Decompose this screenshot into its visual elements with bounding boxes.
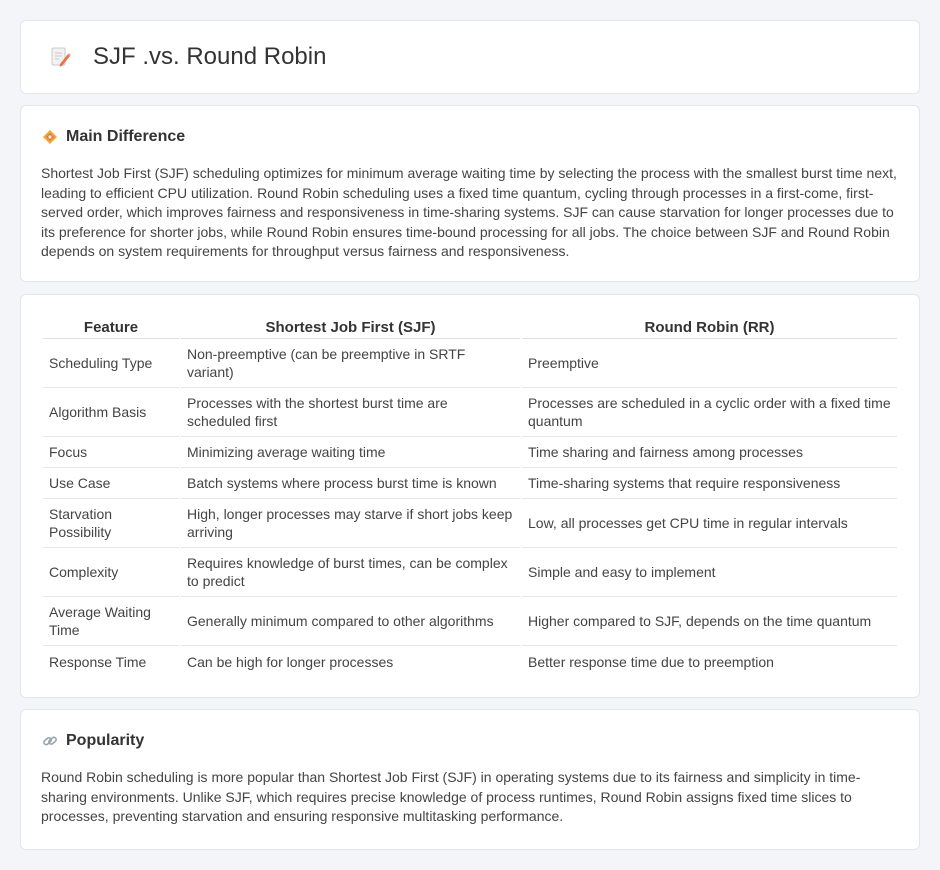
feature-cell: Focus xyxy=(43,437,179,468)
sjf-cell: Requires knowledge of burst times, can be complex to predict xyxy=(181,548,520,597)
rr-cell: Higher compared to SJF, depends on the time quantum xyxy=(522,597,897,646)
rr-cell: Better response time due to preemption xyxy=(528,653,774,670)
rr-cell: Processes are scheduled in a cyclic order with a fixed time quantum xyxy=(522,388,897,437)
diamond-icon xyxy=(41,128,59,146)
feature-cell: Complexity xyxy=(43,548,179,597)
rr-cell: Preemptive xyxy=(522,339,897,388)
popularity-text: Round Robin scheduling is more popular than Shortest Job First (SJF) in operating systems due to its fairness and simplicity in time-sharing environments. Unlike SJF, which requires precise knowledge of process runtimes, Round Robin assigns fixed time slices to processes, preventing starvation and ensuring responsive multitasking performance. xyxy=(41,769,861,825)
feature-cell: Use Case xyxy=(43,468,179,499)
rr-cell: Time sharing and fairness among processes xyxy=(522,437,897,468)
sjf-cell: High, longer processes may starve if short jobs keep arriving xyxy=(181,499,520,548)
table-row xyxy=(43,646,897,677)
table-row xyxy=(43,437,897,468)
rr-cell: Low, all processes get CPU time in regular intervals xyxy=(522,499,897,548)
main-difference-text: Shortest Job First (SJF) scheduling optimizes for minimum average waiting time by selecting the process with the smallest burst time next, leading to efficient CPU utilization. Round Robin scheduling uses a fixed time quantum, cycling through processes in a first-come, first-served order, which improves fairness and responsiveness in time-sharing systems. SJF can cause starvation for longer processes due to its preference for shorter jobs, while Round Robin ensures time-bound processing for all jobs. The choice between SJF and Round Robin depends on system requirements for throughput versus fairness and responsiveness. xyxy=(41,165,897,260)
sjf-cell: Non-preemptive (can be preemptive in SRTF variant) xyxy=(181,339,520,388)
main-difference-section xyxy=(20,105,920,282)
rr-cell: Time-sharing systems that require responsiveness xyxy=(522,468,897,499)
title-card xyxy=(20,20,920,94)
page-title: SJF .vs. Round Robin xyxy=(93,43,327,70)
document-pencil-icon xyxy=(47,44,73,70)
feature-cell: Average Waiting Time xyxy=(43,597,179,646)
sjf-cell: Processes with the shortest burst time are scheduled first xyxy=(181,388,520,437)
sjf-cell: Generally minimum compared to other algorithms xyxy=(181,597,520,646)
popularity-title: Popularity xyxy=(66,732,145,749)
sjf-cell: Can be high for longer processes xyxy=(187,653,394,670)
header-sjf: Shortest Job First (SJF) xyxy=(181,315,520,339)
rr-cell: Simple and easy to implement xyxy=(522,548,897,597)
feature-cell: Starvation Possibility xyxy=(43,499,179,548)
table-row xyxy=(43,499,897,548)
popularity-section xyxy=(20,709,920,850)
feature-cell: Algorithm Basis xyxy=(43,388,179,437)
header-rr: Round Robin (RR) xyxy=(522,315,897,339)
link-icon xyxy=(41,732,59,750)
table-header-row xyxy=(43,315,897,339)
sjf-cell: Minimizing average waiting time xyxy=(181,437,520,468)
table-row xyxy=(43,468,897,499)
table-row xyxy=(43,388,897,437)
sjf-cell: Batch systems where process burst time is known xyxy=(181,468,520,499)
table-row xyxy=(43,339,897,388)
table-row xyxy=(43,548,897,597)
comparison-section xyxy=(20,294,920,698)
main-difference-title: Main Difference xyxy=(66,128,186,145)
main-difference-heading xyxy=(41,128,899,146)
feature-cell: Response Time xyxy=(49,653,147,670)
header-feature: Feature xyxy=(43,315,179,339)
popularity-heading xyxy=(41,732,899,750)
feature-cell: Scheduling Type xyxy=(43,339,179,388)
table-row xyxy=(43,597,897,646)
comparison-table xyxy=(41,315,899,677)
